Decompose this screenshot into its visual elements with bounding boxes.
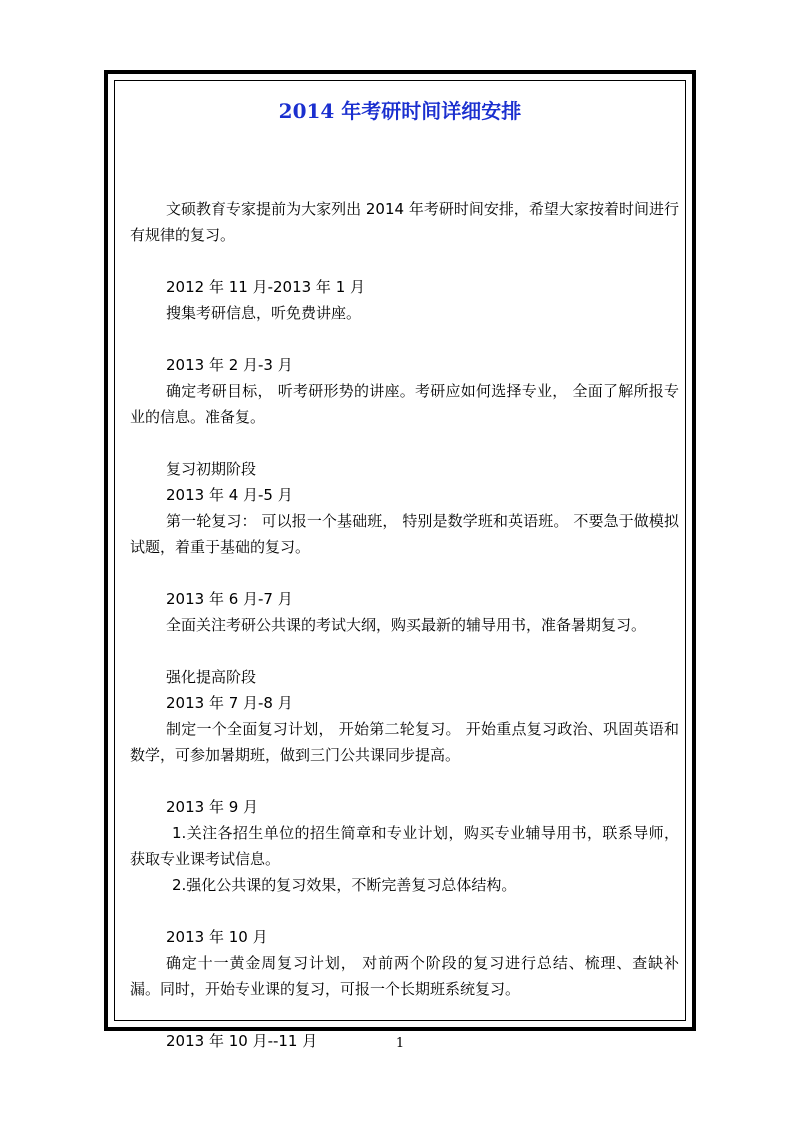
section-heading: 2013 年 2 月-3 月 xyxy=(166,356,293,374)
section-heading: 2012 年 11 月-2013 年 1 月 xyxy=(166,278,365,296)
document-title: 2014 年考研时间详细安排 xyxy=(278,99,522,123)
stage-heading: 复习初期阶段 xyxy=(166,460,257,478)
section-heading: 2013 年 6 月-7 月 xyxy=(166,590,293,608)
section-text: 确定考研目标， 听考研形势的讲座。考研应如何选择专业， 全面了解所报专业的信息。准备复。 xyxy=(130,382,679,426)
section-text: 全面关注考研公共课的考试大纲，购买最新的辅导用书，准备暑期复习。 xyxy=(166,616,647,634)
document-body xyxy=(130,196,679,1054)
page-border-inner xyxy=(114,80,686,1050)
section-heading: 2013 年 10 月 xyxy=(166,928,268,946)
section-heading: 2013 年 10 月--11 月 xyxy=(166,1032,318,1050)
section-text: 确定十一黄金周复习计划， 对前两个阶段的复习进行总结、梳理、查缺补漏。同时，开始专业课的复习，可报一个长期班系统复习。 xyxy=(130,954,679,998)
section-text: 第一轮复习： 可以报一个基础班， 特别是数学班和英语班。 不要急于做模拟试题，着重于基础的复习。 xyxy=(130,512,679,556)
page-number: 1 xyxy=(395,1036,405,1051)
page-border-outer xyxy=(104,70,696,1050)
list-item: 1.关注各招生单位的招生简章和专业计划，购买专业辅导用书，联系导师，获取专业课考试信息。 xyxy=(130,824,679,868)
list-item: 2.强化公共课的复习效果，不断完善复习总体结构。 xyxy=(172,876,517,894)
section-heading: 2013 年 4 月-5 月 xyxy=(166,486,293,504)
intro-paragraph: 文硕教育专家提前为大家列出 2014 年考研时间安排，希望大家按着时间进行有规律的复习。 xyxy=(130,200,679,244)
section-heading: 2013 年 9 月 xyxy=(166,798,259,816)
stage-heading: 强化提高阶段 xyxy=(166,668,257,686)
section-heading: 2013 年 7 月-8 月 xyxy=(166,694,293,712)
section-text: 搜集考研信息，听免费讲座。 xyxy=(166,304,362,322)
section-text: 制定一个全面复习计划， 开始第二轮复习。 开始重点复习政治、巩固英语和数学，可参加暑期班，做到三门公共课同步提高。 xyxy=(130,720,679,764)
